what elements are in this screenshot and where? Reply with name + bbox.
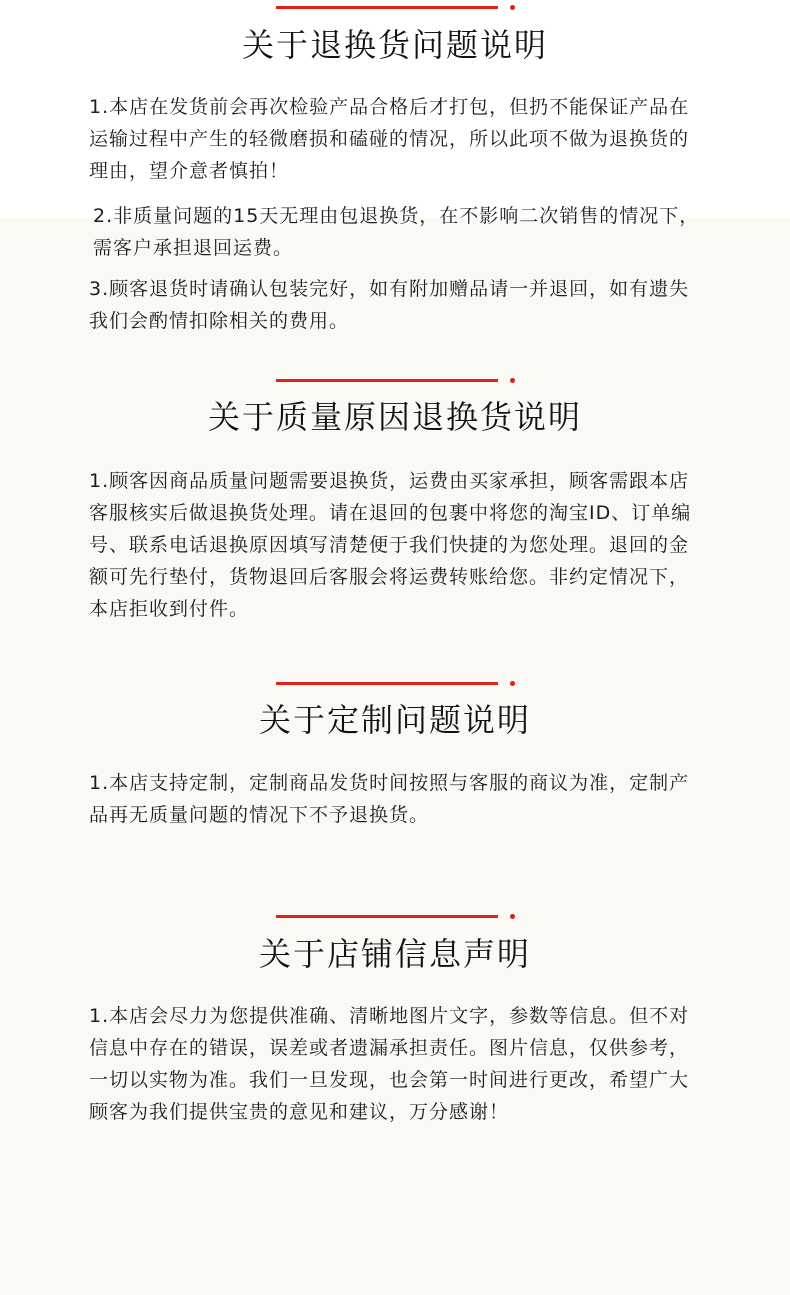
section-divider-line (276, 6, 498, 9)
section-divider-line (276, 682, 498, 685)
section-title: 关于退换货问题说明 (241, 26, 548, 64)
section-paragraph: 1.本店在发货前会再次检验产品合格后才打包，但扔不能保证产品在运输过程中产生的轻微磨损和磕碰的情况，所以此项不做为退换货的理由，望介意者慎拍！ (89, 96, 690, 182)
section-divider-line (276, 915, 498, 918)
section-paragraph: 2.非质量问题的15天无理由包退换货，在不影响二次销售的情况下，需客户承担退回运费。 (93, 205, 700, 259)
section-paragraph: 1.顾客因商品质量问题需要退换货，运费由买家承担，顾客需跟本店客服核实后做退换货处理。请在退回的包裹中将您的淘宝ID、订单编号、联系电话退换原因填写清楚便于我们快捷的为您处理。退回的金额可先行垫付，货物退回后客服会将运费转账给您。非约定情况下，本店拒收到付件。 (89, 470, 692, 620)
section-divider-dot (510, 5, 515, 10)
section-divider-line (276, 379, 498, 382)
section-divider-dot (510, 914, 515, 919)
section-title: 关于质量原因退换货说明 (207, 398, 582, 436)
section-paragraph: 1.本店支持定制，定制商品发货时间按照与客服的商议为准，定制产品再无质量问题的情况下不予退换货。 (89, 772, 690, 826)
section-title: 关于定制问题说明 (258, 701, 531, 739)
section-title: 关于店铺信息声明 (258, 935, 531, 973)
section-divider-dot (510, 681, 515, 686)
section-paragraph: 3.顾客退货时请确认包装完好，如有附加赠品请一并退回，如有遗失我们会酌情扣除相关的费用。 (89, 278, 690, 332)
section-paragraph: 1.本店会尽力为您提供准确、清晰地图片文字，参数等信息。但不对信息中存在的错误，误差或者遗漏承担责任。图片信息，仅供参考，一切以实物为准。我们一旦发现，也会第一时间进行更改，希望广大顾客为我们提供宝贵的意见和建议，万分感谢！ (89, 1005, 690, 1123)
section-divider-dot (510, 378, 515, 383)
